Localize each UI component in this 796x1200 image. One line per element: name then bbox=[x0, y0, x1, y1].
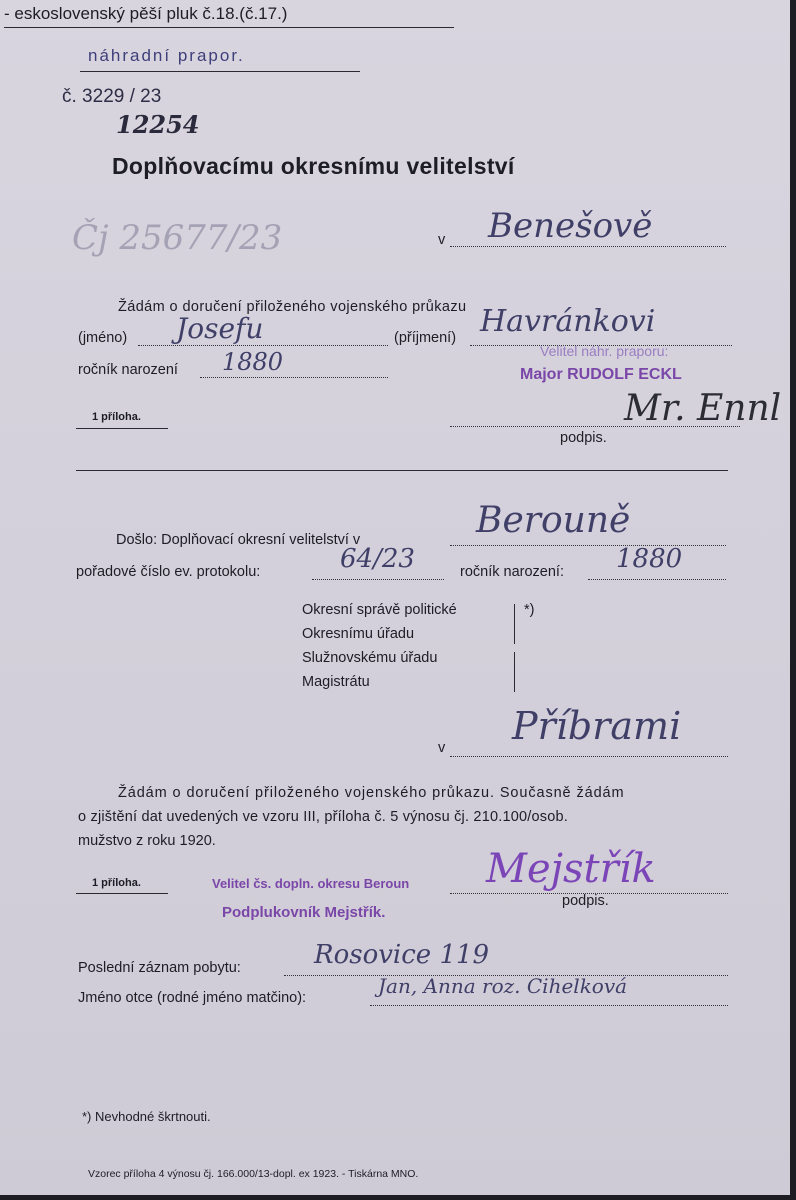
father-line bbox=[370, 1005, 728, 1006]
v-prefix-2: v bbox=[438, 740, 446, 756]
section-divider bbox=[76, 470, 728, 471]
first-name-value: Josefu bbox=[176, 312, 264, 345]
signature-line-top bbox=[450, 426, 740, 427]
district-stamp-line1: Velitel čs. dopln. okresu Beroun bbox=[212, 876, 410, 891]
birth-year-value-2: 1880 bbox=[616, 544, 683, 574]
v-prefix: v bbox=[438, 232, 446, 248]
received-place-line bbox=[450, 545, 726, 546]
attachment-note: 1 příloha. bbox=[92, 411, 141, 423]
footnote-text: *) Nevhodné škrtnouti. bbox=[82, 1109, 211, 1124]
request-line-3: mužstvo z roku 1920. bbox=[78, 833, 216, 849]
office-bracket-bottom bbox=[514, 652, 515, 692]
office-place-line bbox=[450, 756, 728, 757]
office-option-2: Okresnímu úřadu bbox=[302, 626, 415, 642]
regiment-underline bbox=[4, 27, 454, 28]
attachment-underline bbox=[76, 428, 168, 429]
birth-year-label-2: ročník narození: bbox=[460, 564, 564, 580]
birth-year-label: ročník narození bbox=[78, 362, 178, 378]
father-label: Jméno otce (rodné jméno matčino): bbox=[78, 990, 307, 1006]
pencil-reference: Čj 25677/23 bbox=[72, 218, 283, 258]
register-number: 12254 bbox=[116, 110, 200, 139]
place-line bbox=[450, 246, 726, 247]
document-title: Doplňovacímu okresnímu velitelství bbox=[112, 153, 515, 179]
print-imprint: Vzorec příloha 4 výnosu čj. 166.000/13-dopl. ex 1923. - Tiskárna MNO. bbox=[88, 1168, 419, 1180]
attachment-note-2: 1 příloha. bbox=[92, 877, 141, 889]
residence-value: Rosovice 119 bbox=[314, 940, 490, 970]
district-stamp-line2: Podplukovník Mejstřík. bbox=[222, 904, 386, 921]
attachment-underline-2 bbox=[76, 893, 168, 894]
first-name-label: (jméno) bbox=[78, 330, 128, 346]
protocol-line bbox=[312, 579, 444, 580]
reference-number: č. 3229 / 23 bbox=[62, 86, 162, 107]
birth-year-line-2 bbox=[588, 579, 726, 580]
request-text: Žádám o doručení přiloženého vojenského průkazu bbox=[118, 299, 467, 315]
received-place: Berouně bbox=[476, 500, 631, 541]
request-line-2: o zjištění dat uvedených ve vzoru III, příloha č. 5 výnosu čj. 210.100/osob. bbox=[78, 809, 568, 825]
district-place: Benešově bbox=[488, 206, 653, 246]
signature-middle: Mejstřík bbox=[486, 846, 656, 892]
protocol-label: pořadové číslo ev. protokolu: bbox=[76, 564, 261, 580]
signature-label-top: podpis. bbox=[560, 430, 607, 446]
birth-year-line bbox=[200, 377, 388, 378]
commander-stamp-line1: Velitel náhr. praporu: bbox=[540, 343, 669, 359]
commander-stamp-line2: Major RUDOLF ECKL bbox=[520, 366, 682, 383]
regiment-heading: - eskoslovenský pěší pluk č.18.(č.17.) bbox=[4, 4, 288, 23]
birth-year-value: 1880 bbox=[222, 348, 284, 376]
surname-label: (příjmení) bbox=[394, 330, 457, 346]
office-bracket-top bbox=[514, 604, 515, 644]
signature-top: Mr. Ennl bbox=[624, 388, 782, 429]
residence-label: Poslední záznam pobytu: bbox=[78, 960, 241, 976]
signature-label-middle: podpis. bbox=[562, 893, 609, 909]
protocol-number: 64/23 bbox=[340, 544, 415, 574]
first-name-line bbox=[138, 345, 388, 346]
office-option-4: Magistrátu bbox=[302, 674, 370, 690]
battalion-heading: náhradní prapor. bbox=[88, 46, 245, 65]
father-value: Jan, Anna roz. Cihelková bbox=[378, 974, 628, 998]
battalion-underline bbox=[80, 71, 360, 72]
office-option-3: Služnovskému úřadu bbox=[302, 650, 438, 666]
surname-value: Havránkovi bbox=[480, 304, 656, 339]
received-label: Došlo: Doplňovací okresní velitelství v bbox=[116, 532, 361, 548]
office-place: Příbrami bbox=[512, 704, 682, 748]
request-line-1: Žádám o doručení přiloženého vojenského průkazu. Současně žádám bbox=[118, 785, 625, 801]
footnote-marker: *) bbox=[524, 602, 535, 618]
office-option-1: Okresní správě politické bbox=[302, 602, 457, 618]
